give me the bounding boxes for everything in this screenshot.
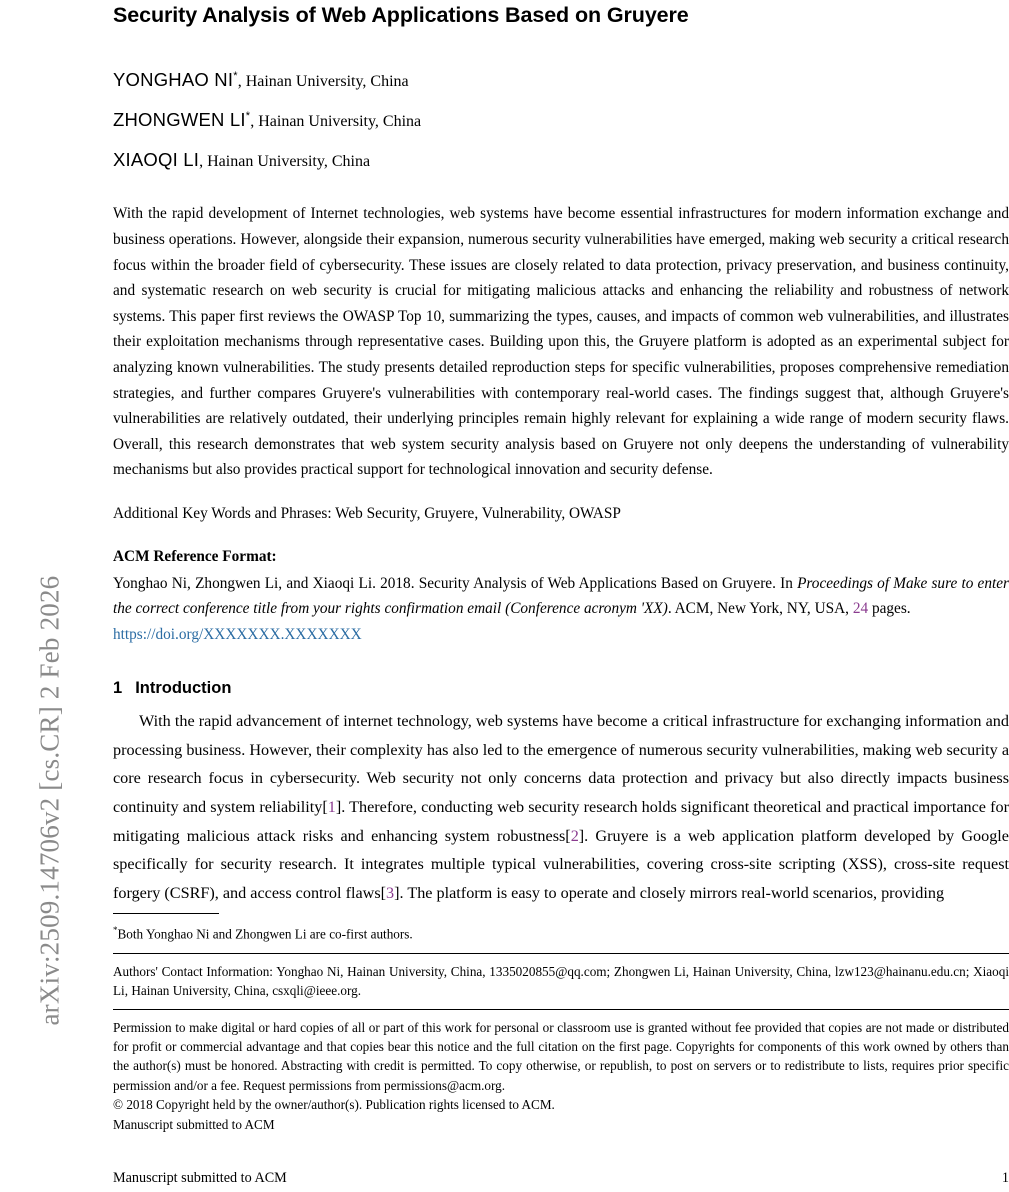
- acm-ref-part3: pages.: [868, 600, 911, 618]
- author-name: ZHONGWEN LI*: [113, 109, 251, 131]
- author-entry: [113, 59, 1009, 99]
- footer-page-number: 1: [1001, 1170, 1009, 1186]
- author-affiliation: , Hainan University, China: [250, 113, 422, 131]
- footer-manuscript-label: Manuscript submitted to ACM: [113, 1170, 287, 1186]
- footnote-rule-full-bottom: [113, 1009, 1009, 1010]
- citation-ref-2[interactable]: 2: [570, 826, 579, 845]
- abstract-text: With the rapid development of Internet technologies, web systems have become essential infrastructures for modern information exchange and business operations. However, alongside their expansion, numerous security vulnerabilities have emerged, making web security a critical research focus within the broader field of cybersecurity. These issues are closely related to data protection, privacy preservation, and business continuity, and systematic research on web security is crucial for mitigating malicious attacks and enhancing the reliability and robustness of network systems. This paper first reviews the OWASP Top 10, summarizing the types, causes, and impacts of common web vulnerabilities, and illustrates their exploitation mechanisms through representative cases. Building upon this, the Gruyere platform is adopted as an experimental subject for analyzing known vulnerabilities. The study presents detailed reproduction steps for specific vulnerabilities, proposes comprehensive remediation strategies, and further compares Gruyere's vulnerabilities with contemporary real-world cases. The findings suggest that, although Gruyere's vulnerabilities are relatively outdated, their underlying principles remain highly relevant for explaining a wide range of modern security flaws. Overall, this research demonstrates that web system security analysis based on Gruyere not only deepens the understanding of vulnerability mechanisms but also provides practical support for technological innovation and security defense.: [113, 205, 1009, 479]
- page-footer: [113, 1170, 1009, 1187]
- acm-ref-part2: . ACM, New York, NY, USA,: [667, 600, 853, 618]
- intro-text-4: ]. The platform is easy to operate and closely mirrors real-world scenarios, providing: [394, 883, 945, 902]
- doi-link[interactable]: https://doi.org/XXXXXXX.XXXXXXX: [113, 625, 362, 643]
- keywords-label: Additional Key Words and Phrases:: [113, 505, 332, 522]
- citation-ref-1[interactable]: 1: [327, 798, 336, 816]
- author-name: YONGHAO NI*: [113, 69, 238, 91]
- introduction-paragraph: [113, 707, 1009, 907]
- keywords-value: Web Security, Gruyere, Vulnerability, OWASP: [331, 505, 621, 522]
- keywords-line: [113, 502, 1009, 526]
- intro-text-3: ]. Gruyere is a web application platform developed by Google specifically for security research. It integrates multiple typical vulnerabilities, covering cross-site scripting (XSS), cross-site request forgery (CSRF), and access control flaws[: [113, 826, 1009, 902]
- footnote-manuscript-status: Manuscript submitted to ACM: [113, 1116, 275, 1132]
- acm-ref-page-count: 24: [852, 600, 869, 618]
- section-heading-introduction: [113, 678, 1009, 698]
- intro-text-2: ]. Therefore, conducting web security research holds significant theoretical and practical importance for mitigating malicious attack risks and enhancing system robustness[: [113, 798, 1009, 845]
- page-title: Security Analysis of Web Applications Based on Gruyere: [113, 3, 689, 27]
- acm-reference-heading: ACM Reference Format:: [113, 548, 277, 565]
- footnote-rule-full-top: [113, 953, 1009, 954]
- section-title: Introduction: [135, 679, 232, 698]
- footnote-rule-short: [113, 913, 219, 914]
- footnote-contact-info: Authors' Contact Information: Yonghao Ni, Hainan University, China, 1335020855@qq.com; Zhongwen Li, Hainan University, China, lzw123@hainanu.edu.cn; Xiaoqi Li, Hainan University, China, csxqli@ieee.org.: [113, 963, 1009, 999]
- footnote-copyright: © 2018 Copyright held by the owner/author(s). Publication rights licensed to ACM.: [113, 1097, 555, 1113]
- footnote-area: [113, 913, 1009, 1134]
- footnote-permission-notice: Permission to make digital or hard copies of all or part of this work for personal or classroom use is granted without fee provided that copies are not made or distributed for profit or commercial advantage and that copies bear this notice and the full citation on the first page. Copyrights for components of this work owned by others than the author(s) must be honored. Abstracting with credit is permitted. To copy otherwise, or republish, to post on servers or to redistribute to lists, requires prior specific permission and/or a fee. Request permissions from permissions@acm.org.: [113, 1019, 1009, 1093]
- author-entry: [113, 99, 1009, 139]
- paper-page: [113, 0, 1009, 1192]
- author-list: [113, 59, 1009, 179]
- author-entry: [113, 139, 1009, 179]
- footnote-star-marker: *: [113, 924, 118, 935]
- author-affiliation: , Hainan University, China: [237, 73, 409, 91]
- acm-ref-proceedings-title: Proceedings of Make sure to enter the correct conference title from your rights confirmation email (Conference acronym 'XX): [113, 575, 1009, 618]
- acm-ref-part1: Yonghao Ni, Zhongwen Li, and Xiaoqi Li. 2018. Security Analysis of Web Applications Based on Gruyere. In: [113, 575, 798, 592]
- author-affiliation: , Hainan University, China: [199, 153, 371, 171]
- author-footnote-marker: *: [233, 70, 238, 82]
- author-footnote-marker: *: [245, 110, 251, 123]
- footnote-co-first-authors: *Both Yonghao Ni and Zhongwen Li are co-first authors.: [113, 924, 413, 942]
- author-name: XIAOQI LI: [113, 149, 200, 171]
- arxiv-stamp: [0, 0, 65, 1192]
- citation-ref-3[interactable]: 3: [386, 883, 395, 902]
- section-number: 1: [113, 679, 123, 698]
- acm-reference-text: [113, 571, 1009, 647]
- arxiv-stamp-text: arXiv:2509.14706v2 [cs.CR] 2 Feb 2026: [34, 575, 65, 1026]
- intro-text-1: With the rapid advancement of internet technology, web systems have become a critical infrastructure for exchanging information and processing business. However, their complexity has also led to the emergence of numerous security vulnerabilities, making web security a core research focus in cybersecurity. Web security not only concerns data protection and privacy but also directly impacts business continuity and system reliability[: [113, 712, 1009, 816]
